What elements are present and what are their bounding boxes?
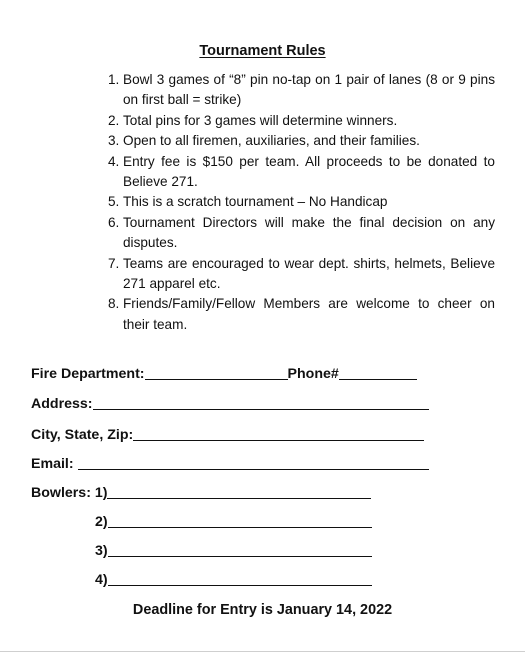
page-title: Tournament Rules — [199, 43, 326, 59]
rule-number: 8. — [108, 296, 120, 312]
bowler-1-row — [31, 484, 371, 501]
rule-text: Bowl 3 games of “8” pin no-tap on 1 pair of lanes (8 or 9 pins on first ball = strike) — [123, 72, 495, 108]
fire-department-field[interactable] — [145, 365, 288, 380]
bowler-4-field[interactable] — [108, 571, 372, 586]
bowler-2-row — [95, 513, 372, 530]
rule-text: Tournament Directors will make the final decision on any disputes. — [123, 214, 495, 251]
address-row — [31, 395, 429, 412]
bowler-3-field[interactable] — [108, 542, 372, 557]
bowler-4-label: 4) — [95, 572, 108, 588]
email-row — [31, 455, 429, 472]
rule-item — [108, 111, 495, 131]
rule-item — [108, 152, 495, 193]
bowler-3-row — [95, 542, 372, 559]
fire-department-row — [31, 365, 417, 382]
bowler-1-field[interactable] — [107, 484, 371, 499]
rule-item — [108, 70, 495, 111]
rule-item — [108, 213, 495, 254]
rule-text: This is a scratch tournament – No Handicap — [123, 194, 388, 210]
email-field[interactable] — [78, 455, 429, 470]
bowlers-label: Bowlers: 1) — [31, 485, 108, 501]
rule-item — [108, 254, 495, 295]
rule-text: Open to all firemen, auxiliaries, and their families. — [123, 133, 420, 149]
deadline-note: Deadline for Entry is January 14, 2022 — [132, 602, 393, 618]
rule-number: 6. — [108, 214, 120, 230]
rule-item — [108, 131, 495, 151]
bowler-4-row — [95, 571, 372, 588]
rule-number: 4. — [108, 153, 120, 169]
city-state-zip-label: City, State, Zip: — [31, 427, 134, 443]
email-label: Email: — [31, 456, 74, 472]
city-state-zip-field[interactable] — [133, 426, 424, 441]
rule-number: 1. — [108, 72, 120, 87]
address-label: Address: — [31, 396, 93, 412]
rule-number: 3. — [108, 133, 120, 149]
rule-text: Teams are encouraged to wear dept. shirts, helmets, Believe 271 apparel etc. — [123, 255, 495, 292]
rules-list — [108, 70, 495, 335]
address-field[interactable] — [93, 395, 429, 410]
phone-label: Phone# — [287, 366, 339, 382]
rule-text: Total pins for 3 games will determine winners. — [123, 112, 398, 128]
rule-text: Friends/Family/Fellow Members are welcome to cheer on their team. — [123, 296, 495, 332]
bowler-3-label: 3) — [95, 543, 108, 559]
bowler-2-label: 2) — [95, 514, 108, 530]
bowler-2-field[interactable] — [108, 513, 372, 528]
phone-field[interactable] — [339, 365, 417, 380]
city-row — [31, 426, 424, 443]
rule-number: 5. — [108, 194, 120, 210]
rule-number: 7. — [108, 255, 120, 271]
rule-item — [108, 294, 495, 335]
rule-item — [108, 192, 495, 212]
fire-department-label: Fire Department: — [31, 366, 145, 382]
page-divider — [0, 651, 525, 652]
rule-text: Entry fee is $150 per team. All proceeds to be donated to Believe 271. — [123, 153, 495, 190]
rule-number: 2. — [108, 112, 120, 128]
